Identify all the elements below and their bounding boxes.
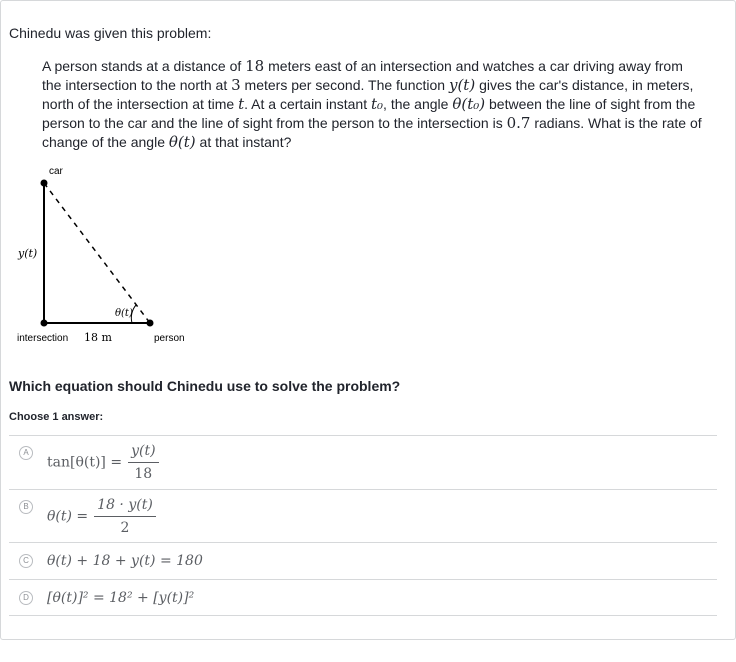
problem-speed: 3 (231, 76, 241, 94)
intro-text: Chinedu was given this problem: (9, 25, 212, 41)
line-of-sight-dashed (44, 183, 150, 323)
problem-angle-value: 0.7 (506, 114, 531, 132)
theta-label: θ(t) (115, 308, 133, 319)
choice-b[interactable] (9, 489, 717, 542)
problem-text: radians. What is the rate of change of the angle (42, 115, 702, 150)
question-prompt: Which equation should Chinedu use to solve the problem? (9, 378, 401, 394)
problem-text: , the angle (383, 96, 453, 112)
choice-c-expression: θ(t) + 18 + y(t) = 180 (47, 553, 203, 569)
problem-angle-function: θ(t₀) (452, 95, 486, 113)
problem-angle: θ(t) (168, 133, 196, 151)
problem-text: meters east of an intersection and watches a car driving away from the intersection to the north at (42, 58, 683, 93)
choice-d[interactable] (9, 579, 717, 616)
choice-a-expression (47, 443, 159, 482)
problem-text: gives the car's distance, in meters, north of the intersection at time (42, 77, 694, 112)
choice-d-radio[interactable]: D (19, 591, 33, 605)
intersection-label: intersection (17, 333, 69, 344)
choice-b-denominator: 2 (120, 520, 130, 536)
person-label: person (154, 333, 185, 344)
choice-d-expression: [θ(t)]² = 18² + [y(t)]² (47, 590, 195, 606)
problem-function: y(t) (448, 76, 476, 94)
choice-c[interactable] (9, 542, 717, 579)
choice-a-numerator: y(t) (128, 443, 158, 463)
choice-a-lhs: tan[θ(t)] = (47, 454, 123, 471)
choice-b-radio[interactable]: B (19, 500, 33, 514)
problem-text: meters per second. The function (240, 77, 449, 93)
choice-a-radio[interactable]: A (19, 446, 33, 460)
problem-instant: t₀ (371, 95, 384, 113)
problem-text: . At a certain instant (244, 96, 371, 112)
choice-b-lhs: θ(t) = (47, 508, 89, 525)
choice-c-radio[interactable]: C (19, 554, 33, 568)
problem-time-variable: t (238, 95, 245, 113)
y-label: y(t) (18, 247, 38, 260)
problem-text: A person stands at a distance of (42, 58, 246, 74)
problem-distance: 18 (245, 57, 265, 75)
problem-text: between the line of sight from the person to the car and the line of sight from the person to the intersection is (42, 96, 696, 131)
choice-b-fraction (94, 497, 156, 536)
person-point (147, 320, 154, 327)
car-point (41, 180, 48, 187)
choose-instruction: Choose 1 answer: (9, 411, 104, 423)
problem-text: at that instant? (195, 134, 292, 150)
answer-choices (9, 435, 717, 616)
choice-a-denominator: 18 (134, 466, 153, 482)
intersection-point (41, 320, 48, 327)
triangle-diagram (11, 161, 211, 351)
problem-statement (42, 57, 702, 152)
choice-b-expression (47, 497, 156, 536)
choice-a-fraction (128, 443, 158, 482)
distance-label: 18 m (84, 331, 112, 344)
choice-b-numerator: 18 · y(t) (94, 497, 156, 517)
choice-a[interactable] (9, 435, 717, 489)
car-label: car (49, 166, 63, 177)
